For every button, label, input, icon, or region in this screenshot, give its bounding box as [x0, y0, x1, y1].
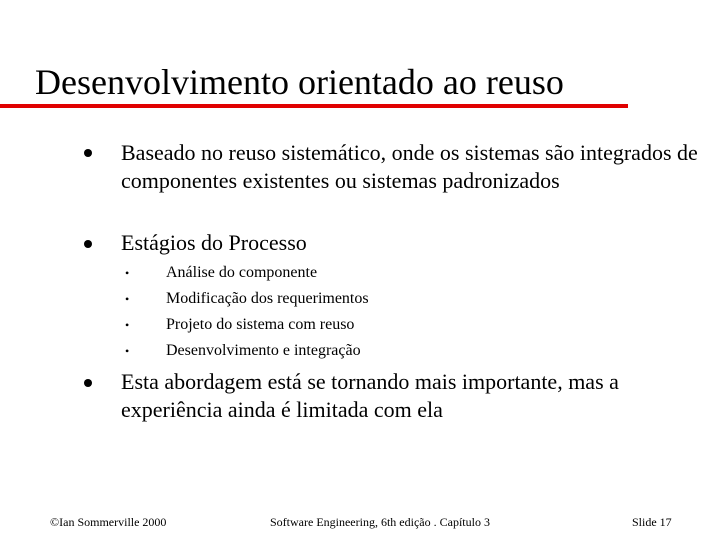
bullet-dot-icon: [84, 240, 92, 248]
bullet-text: Baseado no reuso sistemático, onde os sistemas são integrados de componentes existentes ou sistemas padronizados: [121, 140, 698, 193]
footer-copyright: ©Ian Sommerville 2000: [50, 515, 167, 529]
bullet-text: Esta abordagem está se tornando mais importante, mas a experiência ainda é limitada com ela: [121, 369, 619, 422]
slide-title: Desenvolvimento orientado ao reuso: [35, 62, 564, 102]
footer-course: Software Engineering, 6th edição . Capítulo 3: [270, 515, 490, 529]
sub-bullet-text: Análise do componente: [166, 264, 318, 281]
sub-bullet-icon: •: [125, 266, 130, 280]
sub-bullet-icon: •: [125, 292, 130, 306]
sub-bullet-text: Desenvolvimento e integração: [166, 342, 361, 359]
footer-slide-number: Slide 17: [632, 515, 672, 529]
sub-bullet-icon: •: [125, 344, 130, 358]
sub-bullet-icon: •: [125, 318, 130, 332]
sub-bullet-text: Modificação dos requerimentos: [166, 290, 369, 307]
title-underline: [0, 104, 628, 108]
bullet-dot-icon: [84, 149, 92, 157]
sub-bullet-text: Projeto do sistema com reuso: [166, 316, 355, 333]
bullet-dot-icon: [84, 379, 92, 387]
bullet-text: Estágios do Processo: [121, 230, 307, 255]
